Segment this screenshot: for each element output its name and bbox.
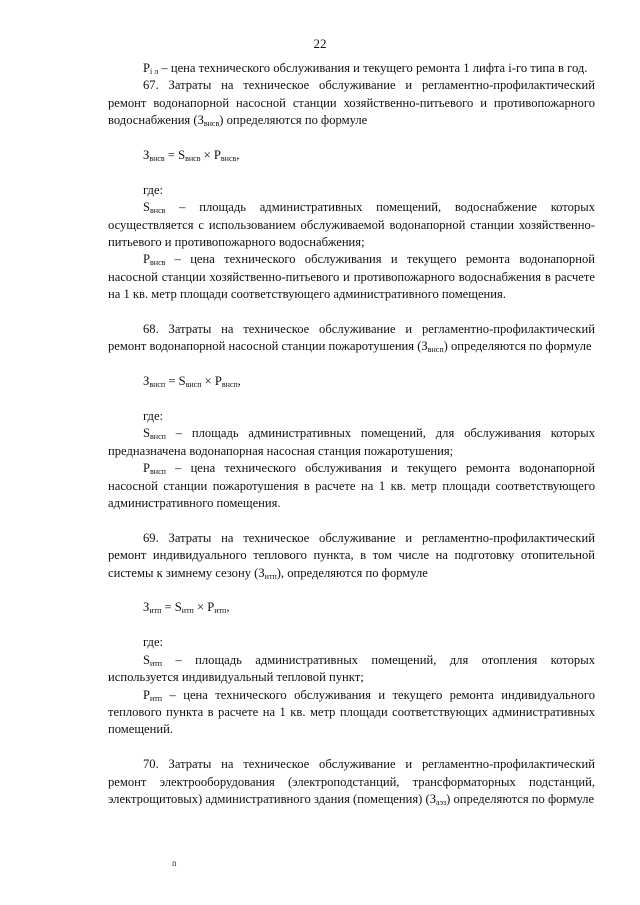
- paragraph: $S_{итп}$ – площадь административных помещений, для отопления которых используется индивидуальный тепловой пункт;: [108, 652, 595, 685]
- blank-line: [108, 304, 595, 321]
- paragraph: $P_{внсп}$ – цена технического обслуживания и текущего ремонта водонапорной насосной станции пожаротушения в расчете на 1 кв. метр площади соответствующего административного помещения.: [108, 461, 595, 511]
- blank-line: [108, 391, 595, 408]
- paragraph: $З_{внсв} = S_{внсв} \times P_{внсв}$,: [143, 148, 240, 164]
- footer-mark: n: [172, 858, 177, 868]
- blank-line: [108, 512, 595, 529]
- paragraph: где:: [143, 635, 164, 650]
- paragraph: где:: [143, 182, 164, 197]
- paragraph: 69. Затраты на техническое обслуживание и регламентно-профилактический ремонт индивидуального теплового пункта, в том числе на подготовку отопительной системы к зимнему сезону $(З_{итп})$, определяются по формуле: [108, 530, 595, 581]
- blank-line: [108, 739, 595, 756]
- paragraph: $P_{итп}$ – цена технического обслуживания и текущего ремонта индивидуального теплового пункта в расчете на 1 кв. метр площади соответствующих административных помещений.: [108, 687, 595, 737]
- paragraph: где:: [143, 409, 164, 424]
- paragraph: 68. Затраты на техническое обслуживание и регламентно-профилактический ремонт водонапорной насосной станции пожаротушения $(З_{внсп})$ определяются по формуле: [108, 322, 595, 355]
- paragraph: $P_{внсв}$ – цена технического обслуживания и текущего ремонта водонапорной насосной станции хозяйственно-питьевого и противопожарного водоснабжения в расчете на 1 кв. метр площади соответствующего административного помещения.: [108, 252, 595, 302]
- blank-line: [108, 582, 595, 599]
- page-number: 22: [313, 36, 327, 51]
- paragraph: $З_{итп} = S_{итп} \times P_{итп}$,: [143, 600, 230, 616]
- paragraph: $S_{внсв}$ – площадь административных помещений, водоснабжение которых осуществляется с использованием обслуживаемой водонапорной станции хозяйственно-питьевого и противопожарного водоснабжения;: [108, 200, 595, 250]
- paragraph: $S_{внсп}$ – площадь административных помещений, для обслуживания которых предназначена водонапорная насосная станция пожаротушения;: [108, 426, 595, 458]
- blank-line: [108, 130, 595, 147]
- document-body: [108, 60, 595, 808]
- paragraph: $З_{внсп} = S_{внсп} \times P_{внсп}$,: [143, 374, 241, 390]
- blank-line: [108, 164, 595, 181]
- paragraph: $P_{i л}$ – цена технического обслуживания и текущего ремонта 1 лифта i-го типа в год.: [143, 61, 588, 76]
- paragraph: 70. Затраты на техническое обслуживание и регламентно-профилактический ремонт электрооборудования (электроподстанций, трансформаторных подстанций, электрощитовых) административного здания (помещения) $(З_{аэз})$ определяются по формуле: [108, 757, 595, 807]
- blank-line: [108, 617, 595, 634]
- paragraph: 67. Затраты на техническое обслуживание и регламентно-профилактический ремонт водонапорной насосной станции хозяйственно-питьевого и противопожарного водоснабжения $(З_{внсв})$ определяются по формуле: [108, 78, 595, 129]
- blank-line: [108, 356, 595, 373]
